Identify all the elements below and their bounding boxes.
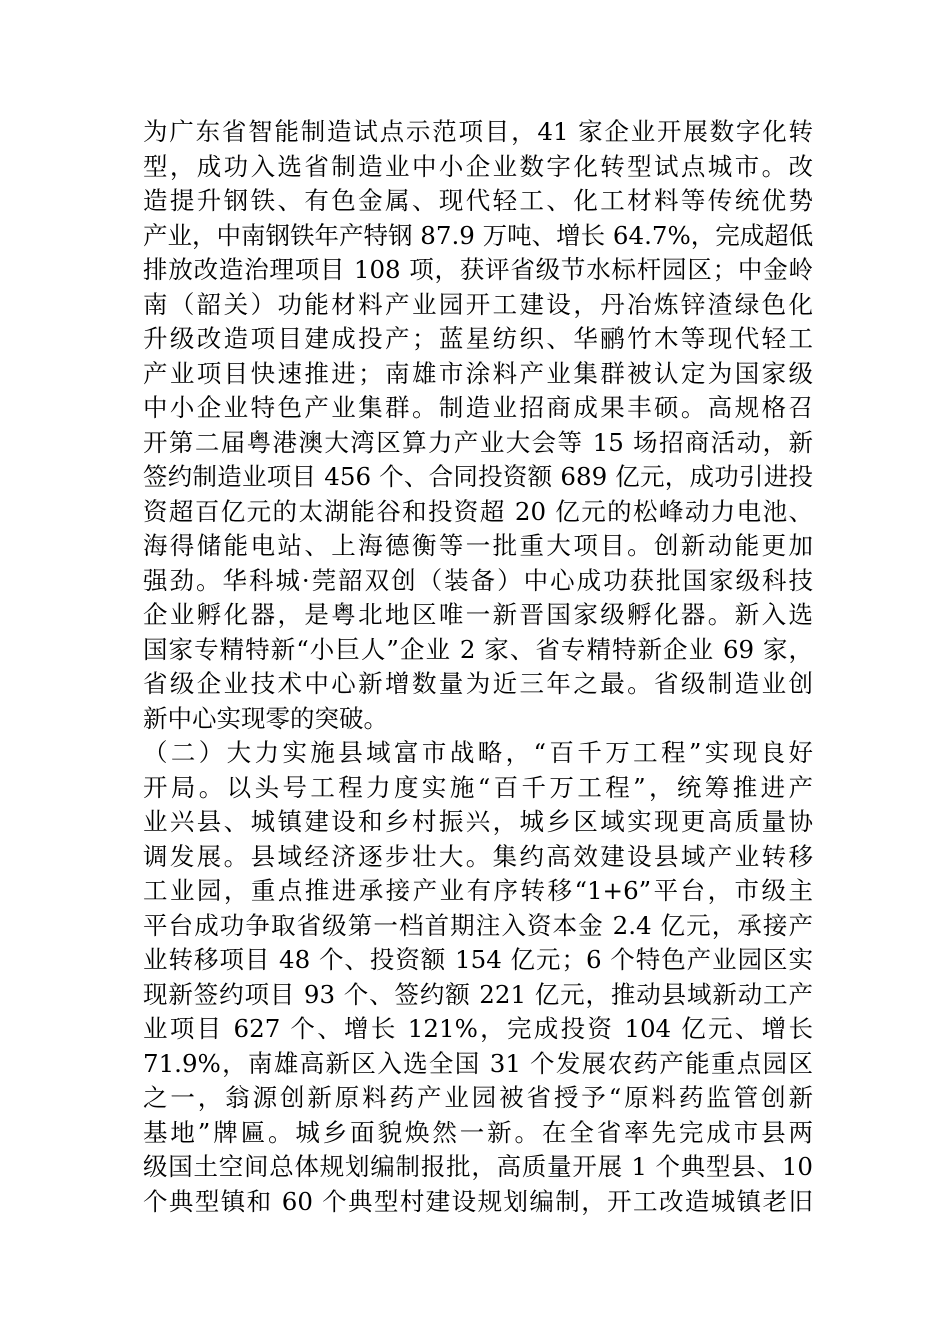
text-line: （二）大力实施县域富市战略，“百千万工程”实现良好: [143, 738, 813, 767]
text-line: 造提升钢铁、有色金属、现代轻工、化工材料等传统优势: [143, 186, 813, 215]
paragraph-text: [143, 115, 813, 1219]
text-line: 型，成功入选省制造业中小企业数字化转型试点城市。改: [143, 151, 813, 181]
text-line: 业项目 627 个、增长 121%，完成投资 104 亿元、增长: [143, 1014, 813, 1043]
text-line: 级国土空间总体规划编制报批，高质量开展 1 个典型县、10: [143, 1152, 813, 1181]
text-line: 省级企业技术中心新增数量为近三年之最。省级制造业创: [143, 669, 813, 698]
text-line: 为广东省智能制造试点示范项目，41 家企业开展数字化转: [143, 117, 813, 146]
text-line: 现新签约项目 93 个、签约额 221 亿元，推动县域新动工产: [143, 979, 813, 1009]
text-line: 海得储能电站、上海德衡等一批重大项目。创新动能更加: [143, 531, 813, 560]
text-line: 南（韶关）功能材料产业园开工建设，丹冶炼锌渣绿色化: [143, 289, 813, 319]
text-line: 升级改造项目建成投产；蓝星纺织、华鹂竹木等现代轻工: [143, 324, 813, 353]
text-line: 强劲。华科城·莞韶双创（装备）中心成功获批国家级科技: [143, 565, 813, 595]
text-line: 开局。以头号工程力度实施“百千万工程”，统筹推进产: [143, 772, 813, 802]
text-line: 国家专精特新“小巨人”企业 2 家、省专精特新企业 69 家，: [143, 634, 813, 664]
text-line: 业转移项目 48 个、投资额 154 亿元；6 个特色产业园区实: [143, 945, 813, 974]
text-line: 资超百亿元的太湖能谷和投资超 20 亿元的松峰动力电池、: [143, 496, 813, 526]
text-line: 开第二届粤港澳大湾区算力产业大会等 15 场招商活动，新: [143, 427, 813, 457]
text-line: 中小企业特色产业集群。制造业招商成果丰硕。高规格召: [143, 393, 813, 422]
text-line: 签约制造业项目 456 个、合同投资额 689 亿元，成功引进投: [143, 462, 813, 491]
text-line: 平台成功争取省级第一档首期注入资本金 2.4 亿元，承接产: [143, 910, 813, 940]
text-line: 产业，中南钢铁年产特钢 87.9 万吨、增长 64.7%，完成超低: [143, 220, 814, 250]
text-line: 企业孵化器，是粤北地区唯一新晋国家级孵化器。新入选: [143, 600, 813, 629]
text-line: 产业项目快速推进；南雄市涂料产业集群被认定为国家级: [143, 358, 813, 388]
document-body: [143, 115, 813, 1219]
text-line: 个典型镇和 60 个典型村建设规划编制，开工改造城镇老旧: [143, 1186, 813, 1216]
text-line: 71.9%，南雄高新区入选全国 31 个发展农药产能重点园区: [143, 1048, 813, 1078]
text-line: 业兴县、城镇建设和乡村振兴，城乡区域实现更高质量协: [143, 807, 813, 836]
text-line: 调发展。县域经济逐步壮大。集约高效建设县域产业转移: [143, 841, 813, 871]
text-line: 基地”牌匾。城乡面貌焕然一新。在全省率先完成市县两: [143, 1117, 813, 1147]
text-line: 之一，翁源创新原料药产业园被省授予“原料药监管创新: [143, 1083, 813, 1112]
text-line: 排放改造治理项目 108 项，获评省级节水标杆园区；中金岭: [143, 255, 813, 284]
text-line: 工业园，重点推进承接产业有序转移“1+6”平台，市级主: [143, 876, 813, 905]
text-line: 新中心实现零的突破。: [143, 703, 388, 733]
